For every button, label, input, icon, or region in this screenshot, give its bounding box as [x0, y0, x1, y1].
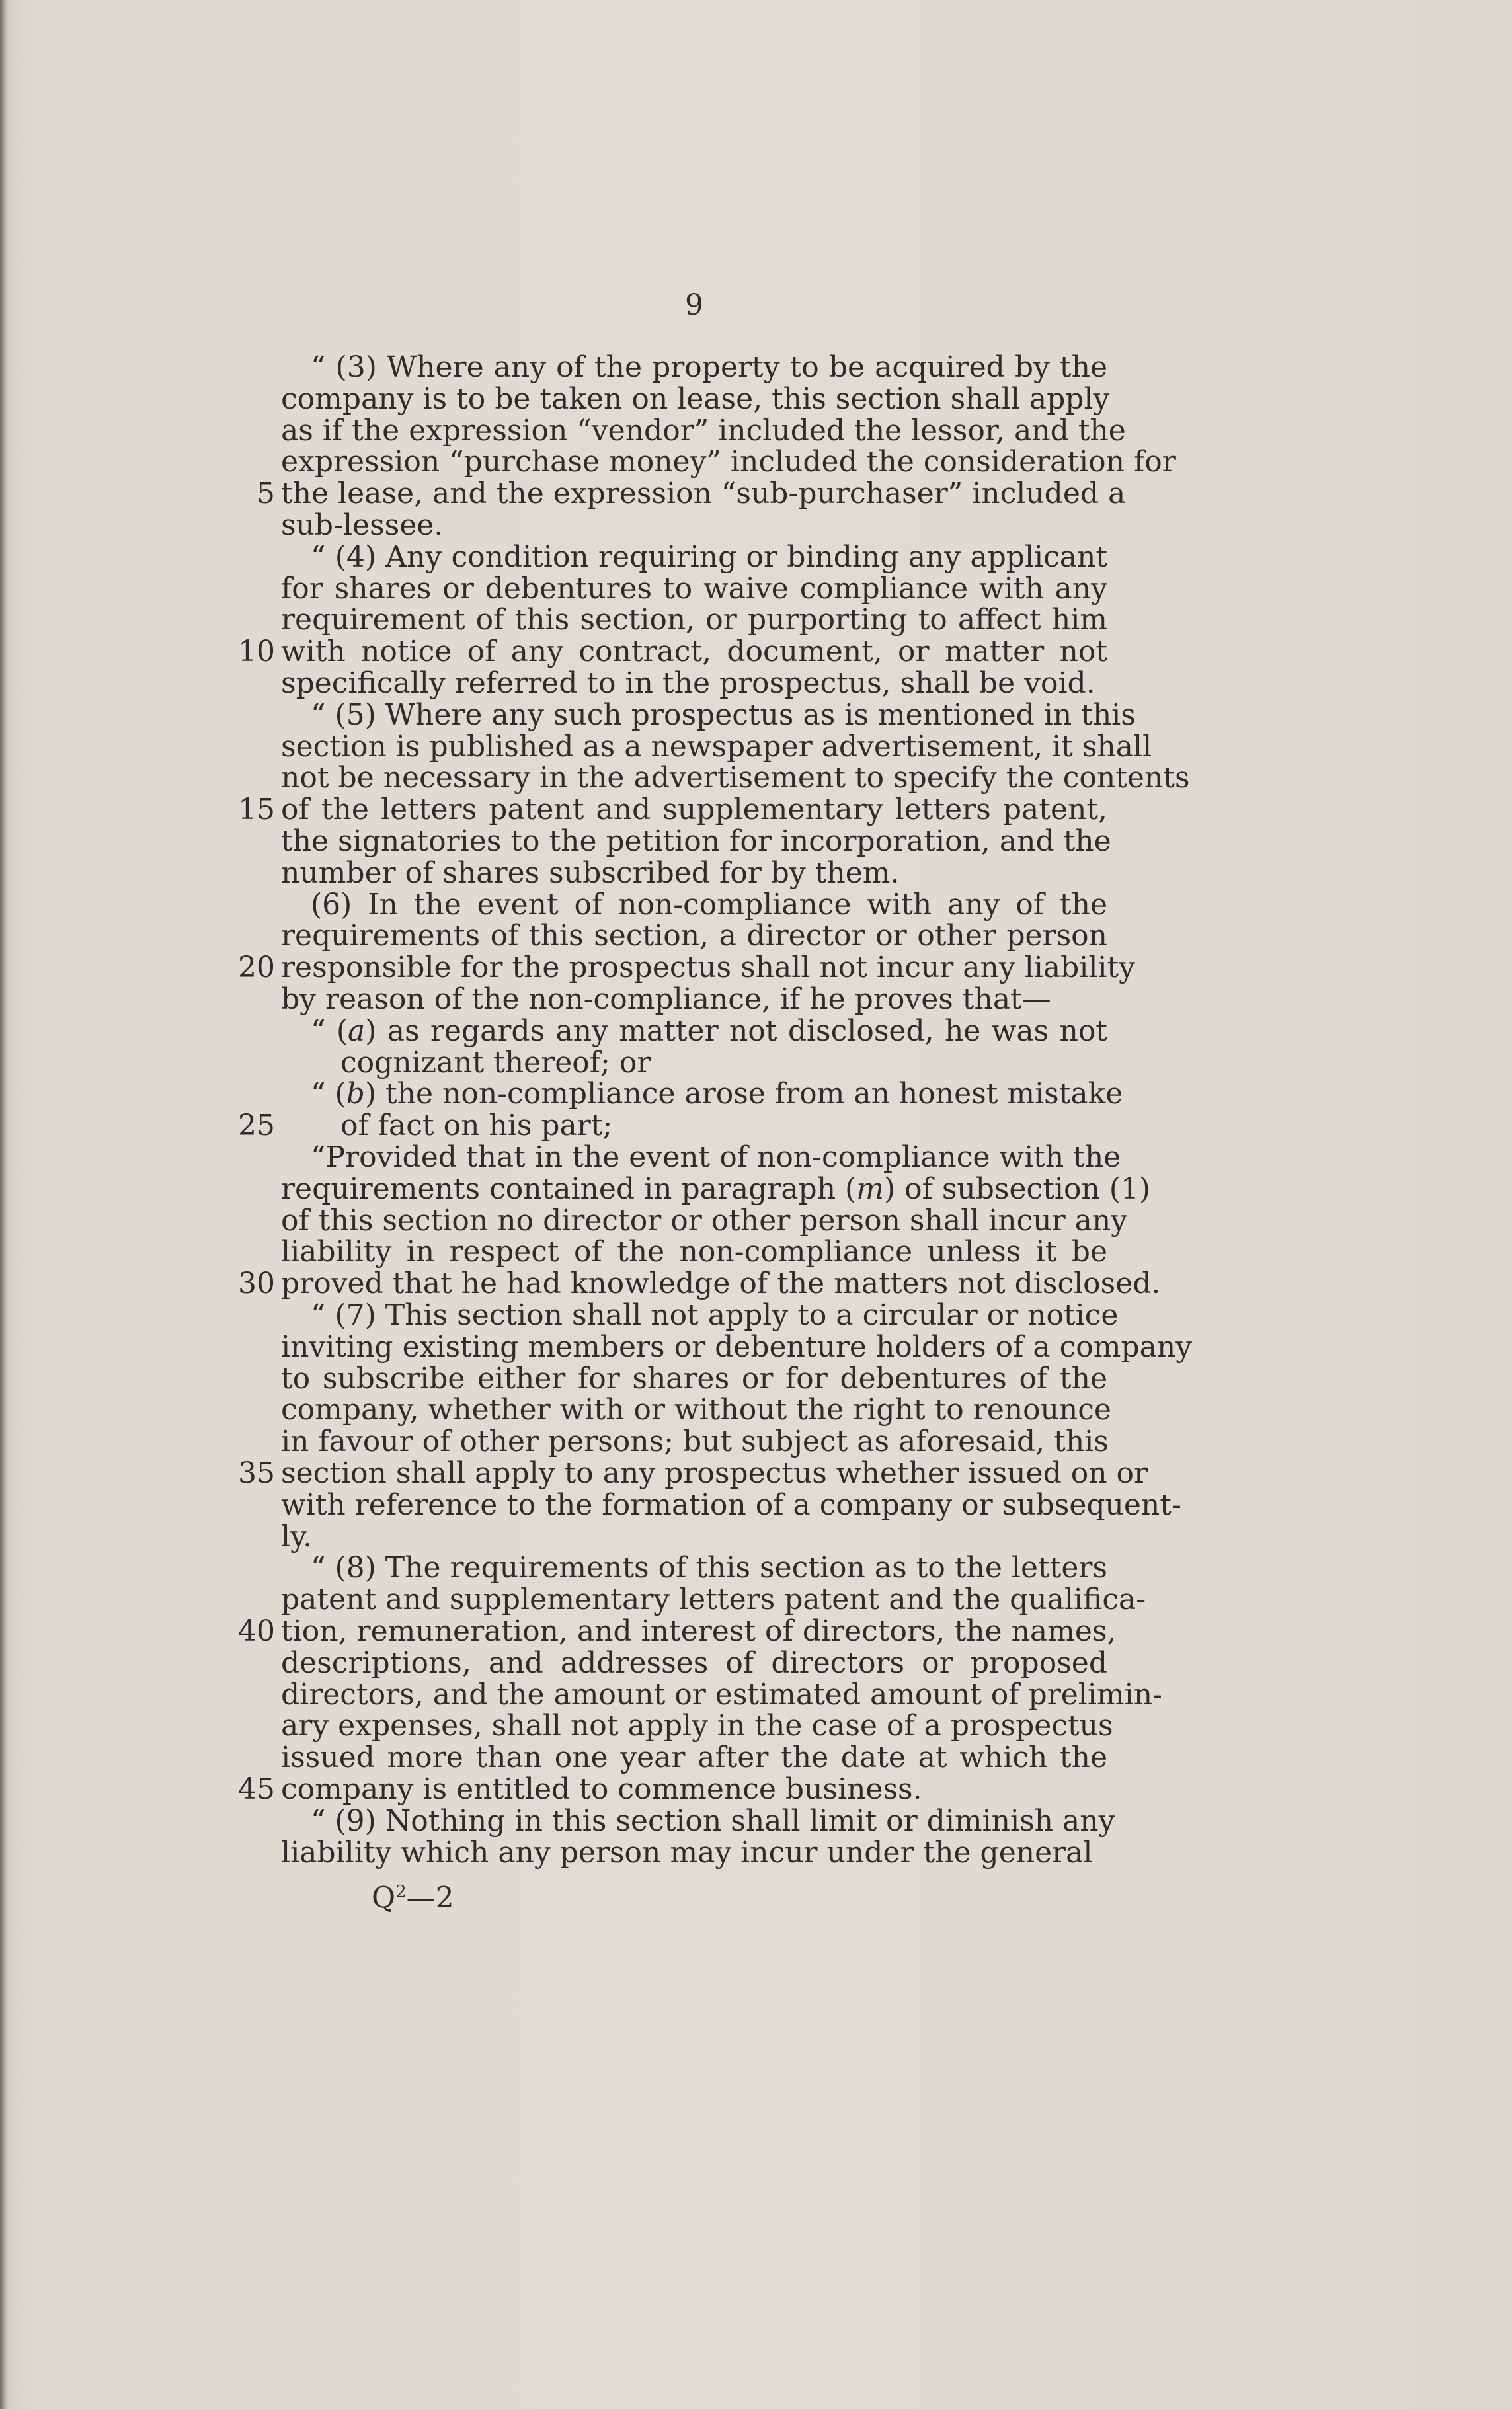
text-line: with notice of any contract, document, or matter not — [281, 635, 1107, 669]
text-line: to subscribe either for shares or for debentures of the — [281, 1361, 1107, 1396]
text-line: company is to be taken on lease, this section shall apply — [281, 381, 1110, 416]
text-line: in favour of other persons; but subject as aforesaid, this — [281, 1425, 1109, 1459]
line-number: 45 — [238, 1772, 275, 1806]
text-line: company is entitled to commence business. — [281, 1772, 922, 1806]
line-number: 20 — [238, 951, 275, 985]
text-line: “ (3) Where any of the property to be acquired by the — [311, 350, 1107, 384]
text-line: proved that he had knowledge of the matters not disclosed. — [281, 1267, 1161, 1301]
line-number: 15 — [238, 793, 275, 827]
text-line: “ (a) as regards any matter not disclosed, he was not — [311, 1013, 1107, 1048]
text-line: the lease, and the expression “sub-purchaser” included a — [281, 477, 1126, 511]
line-number: 35 — [238, 1456, 275, 1490]
text-line: as if the expression “vendor” included the lessor, and the — [281, 413, 1126, 448]
text-line: ly. — [281, 1519, 313, 1554]
text-line: responsible for the prospectus shall not incur any liability — [281, 951, 1136, 985]
printer-signature-mark — [372, 1876, 454, 1915]
page-edge — [0, 0, 7, 2409]
text-line: of the letters patent and supplementary letters patent, — [281, 793, 1107, 827]
text-line: requirements of this section, a director or other person — [281, 919, 1107, 953]
line-number: 25 — [238, 1109, 275, 1143]
page-number: 9 — [685, 288, 703, 322]
text-line: “ (4) Any condition requiring or binding any applicant — [311, 539, 1107, 574]
text-line: by reason of the non-compliance, if he proves that— — [281, 982, 1051, 1016]
line-number: 40 — [238, 1614, 275, 1648]
text-line: not be necessary in the advertisement to specify the contents — [281, 761, 1190, 795]
text-line: section is published as a newspaper advertisement, it shall — [281, 729, 1152, 764]
text-line: sub-lessee. — [281, 508, 444, 542]
text-line: directors, and the amount or estimated amount of prelimin- — [281, 1677, 1162, 1712]
signature-base: Q — [372, 1881, 396, 1915]
text-line: (6) In the event of non-compliance with any of the — [311, 887, 1107, 922]
text-line: ary expenses, shall not apply in the case of a prospectus — [281, 1709, 1113, 1743]
text-line: cognizant thereof; or — [340, 1045, 651, 1080]
text-line: “ (9) Nothing in this section shall limit or diminish any — [311, 1803, 1115, 1838]
text-line: with reference to the formation of a company or subsequent- — [281, 1487, 1181, 1522]
text-line: section shall apply to any prospectus whether issued on or — [281, 1456, 1148, 1490]
text-line: requirements contained in paragraph (m) of subsection (1) — [281, 1171, 1151, 1206]
text-line: “ (7) This section shall not apply to a circular or notice — [311, 1298, 1119, 1332]
text-line: “ (b) the non-compliance arose from an honest mistake — [311, 1077, 1123, 1111]
text-line: patent and supplementary letters patent and the qualifica- — [281, 1583, 1146, 1617]
text-line: descriptions, and addresses of directors or proposed — [281, 1645, 1107, 1680]
text-line: number of shares subscribed for by them. — [281, 855, 900, 890]
text-line: of fact on his part; — [340, 1109, 613, 1143]
text-line: specifically referred to in the prospectus, shall be void. — [281, 666, 1095, 700]
text-line: the signatories to the petition for incorporation, and the — [281, 824, 1111, 858]
signature-suffix: —2 — [406, 1881, 454, 1915]
line-number: 5 — [257, 477, 275, 511]
text-line: “Provided that in the event of non-compliance with the — [311, 1140, 1121, 1174]
text-line: inviting existing members or debenture holders of a company — [281, 1329, 1193, 1364]
text-line: company, whether with or without the right to renounce — [281, 1393, 1111, 1427]
text-line: “ (5) Where any such prospectus as is mentioned in this — [311, 697, 1136, 732]
text-line: for shares or debentures to waive compliance with any — [281, 571, 1107, 606]
text-line: expression “purchase money” included the consideration for — [281, 445, 1176, 479]
text-line: of this section no director or other person shall incur any — [281, 1203, 1128, 1238]
line-number: 10 — [238, 635, 275, 669]
signature-sup: 2 — [395, 1882, 407, 1902]
text-line: “ (8) The requirements of this section as to the letters — [311, 1551, 1107, 1585]
line-number: 30 — [238, 1267, 275, 1301]
text-line: issued more than one year after the date at which the — [281, 1741, 1107, 1775]
text-line: tion, remuneration, and interest of directors, the names, — [281, 1614, 1117, 1648]
text-line: liability which any person may incur under the general — [281, 1835, 1093, 1870]
text-line: liability in respect of the non-compliance unless it be — [281, 1235, 1107, 1269]
text-line: requirement of this section, or purporting to affect him — [281, 603, 1107, 637]
